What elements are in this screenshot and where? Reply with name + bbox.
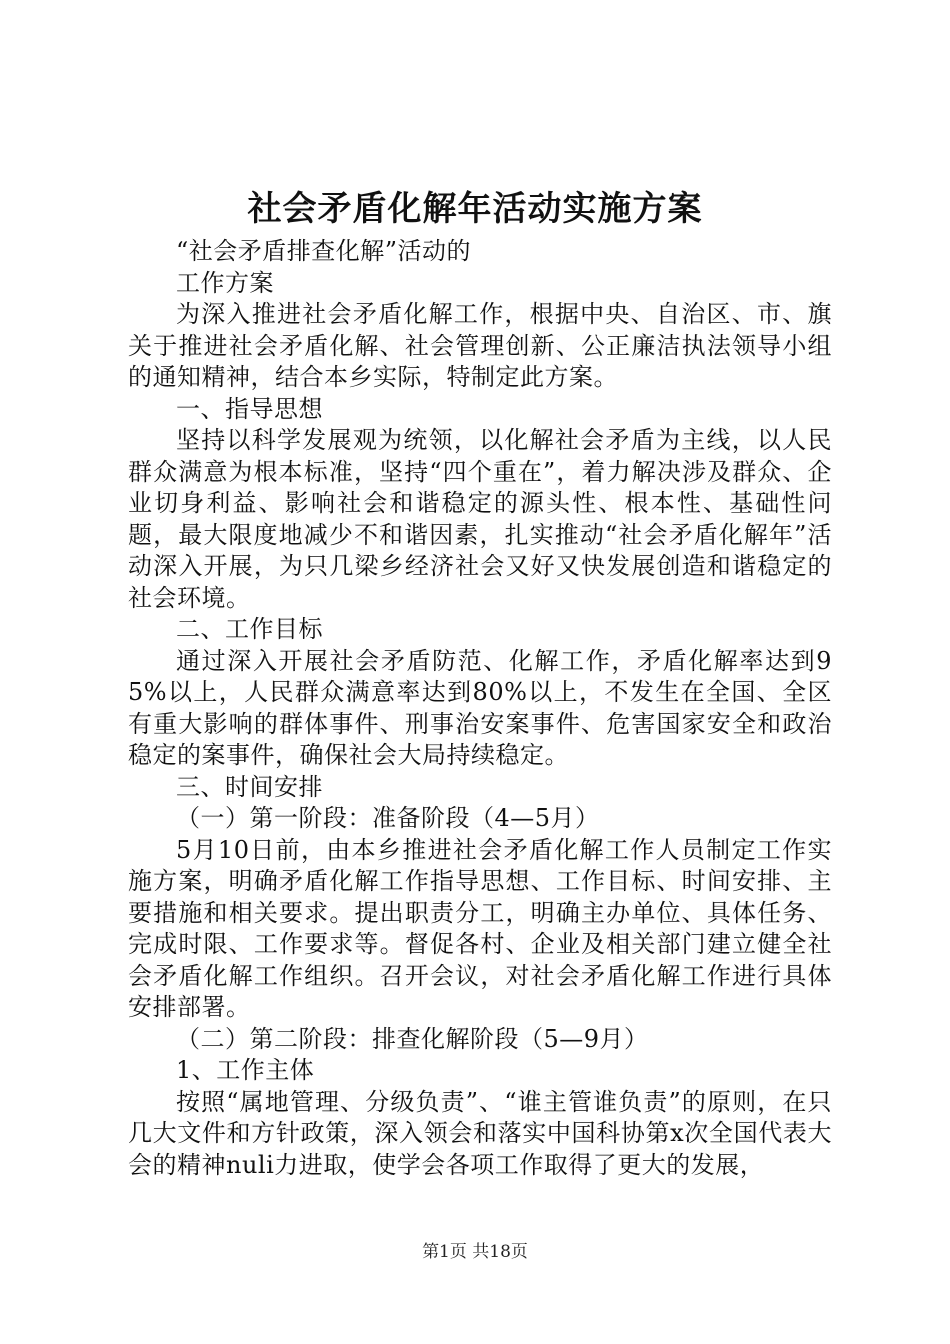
paragraph-work-subject: 按照“属地管理、分级负责”、“谁主管谁负责”的原则，在只几大文件和方针政策，深入领会和落实中国科协第x次全国代表大会的精神nuli力进取，使学会各项工作取得了更大的发展， <box>128 1087 832 1179</box>
paragraph-heading-line-2: 工作方案 <box>176 268 274 297</box>
subsection-heading-stage-2: （二）第二阶段：排查化解阶段（5—9月） <box>176 1024 649 1053</box>
section-heading-schedule: 三、时间安排 <box>176 772 323 801</box>
paragraph-work-goals: 通过深入开展社会矛盾防范、化解工作，矛盾化解率达到95%以上，人民群众满意率达到80%以上，不发生在全国、全区有重大影响的群体事件、刑事治安案事件、危害国家安全和政治稳定的案事件，确保社会大局持续稳定。 <box>128 646 832 769</box>
page-footer: 第1页 共18页 <box>422 1242 528 1262</box>
paragraph-stage-1: 5月10日前，由本乡推进社会矛盾化解工作人员制定工作实施方案，明确矛盾化解工作指导思想、工作目标、时间安排、主要措施和相关要求。提出职责分工，明确主办单位、具体任务、完成时限、工作要求等。督促各村、企业及相关部门建立健全社会矛盾化解工作组织。召开会议，对社会矛盾化解工作进行具体安排部署。 <box>128 835 832 1021</box>
paragraph-intro: 为深入推进社会矛盾化解工作，根据中央、自治区、市、旗关于推进社会矛盾化解、社会管理创新、公正廉洁执法领导小组的通知精神，结合本乡实际，特制定此方案。 <box>128 300 832 391</box>
document-title: 社会矛盾化解年活动实施方案 <box>247 189 703 229</box>
paragraph-heading-line-1: “社会矛盾排查化解”活动的 <box>176 237 472 265</box>
section-heading-guiding-thought: 一、指导思想 <box>176 394 323 423</box>
section-heading-work-goals: 二、工作目标 <box>176 615 323 643</box>
item-heading-work-subject: 1、工作主体 <box>176 1056 315 1084</box>
document-body <box>128 236 832 1181</box>
subsection-heading-stage-1: （一）第一阶段：准备阶段（4—5月） <box>176 804 600 832</box>
paragraph-guiding-thought: 坚持以科学发展观为统领，以化解社会矛盾为主线，以人民群众满意为根本标准，坚持“四个重在”，着力解决涉及群众、企业切身利益、影响社会和谐稳定的源头性、根本性、基础性问题，最大限度地减少不和谐因素，扎实推动“社会矛盾化解年”活动深入开展，为只几梁乡经济社会又好又快发展创造和谐稳定的社会环境。 <box>128 426 832 612</box>
